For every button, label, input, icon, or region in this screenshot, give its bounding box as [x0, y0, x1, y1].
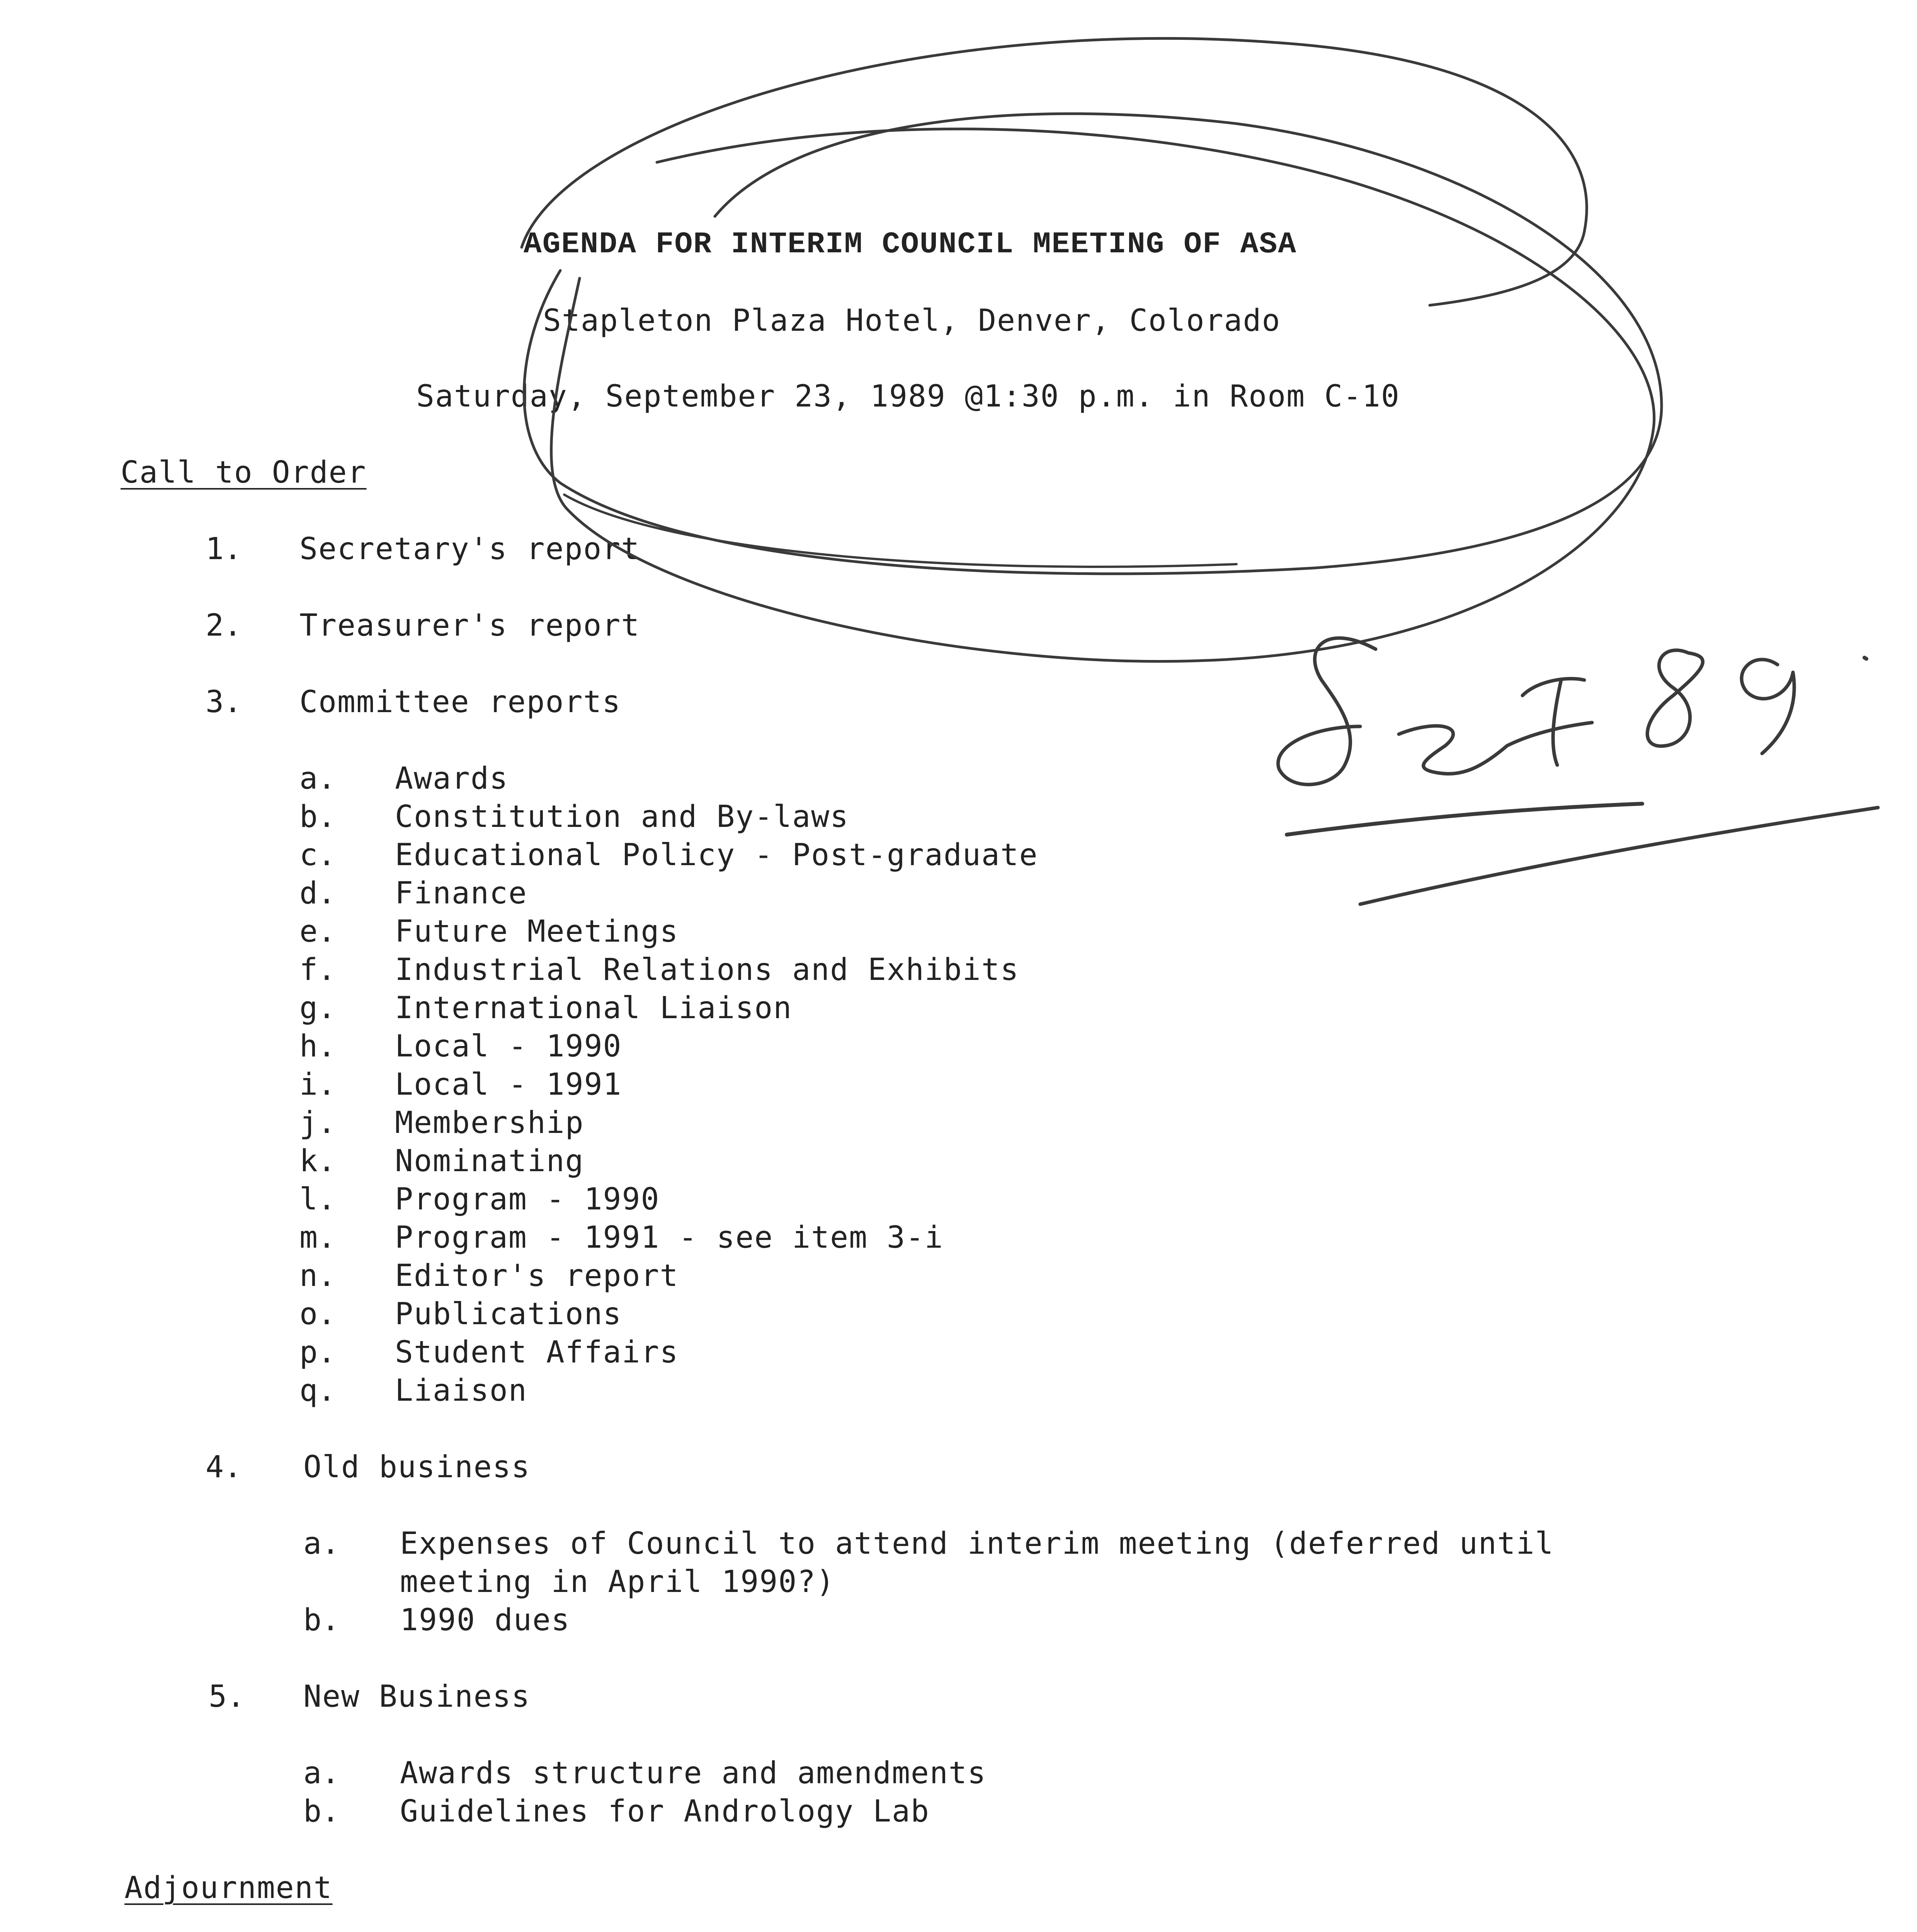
list-item-letter: m. [299, 1220, 336, 1255]
committee-editor-report: Editor's report [395, 1259, 679, 1293]
old-business-expenses-cont: meeting in April 1990?) [400, 1565, 835, 1599]
committee-nominating: Nominating [395, 1144, 584, 1179]
committee-program-1991: Program - 1991 - see item 3-i [395, 1220, 944, 1255]
list-item-letter: b. [299, 799, 336, 834]
committee-constitution: Constitution and By-laws [395, 799, 849, 834]
agenda-title: AGENDA FOR INTERIM COUNCIL MEETING OF ASA [524, 228, 1297, 262]
list-item-letter: d. [299, 876, 336, 911]
sept-e-stroke [1399, 726, 1507, 774]
committee-awards: Awards [395, 761, 509, 796]
committee-future-meetings: Future Meetings [395, 914, 679, 949]
list-item-letter: g. [299, 991, 336, 1026]
item-secretary-report: Secretary's report [299, 532, 640, 566]
committee-program-1990: Program - 1990 [395, 1182, 660, 1217]
old-business-expenses: Expenses of Council to attend interim meeting (deferred until [400, 1526, 1554, 1561]
item-old-business: Old business [303, 1450, 531, 1485]
pencil-loop-inner [524, 114, 1662, 574]
pencil-loop-outer [522, 38, 1587, 305]
item-number: 3. [206, 685, 242, 719]
committee-educational-policy: Educational Policy - Post-graduate [395, 838, 1038, 872]
list-item-letter: k. [299, 1144, 336, 1179]
list-item-letter: j. [299, 1105, 336, 1140]
call-to-order-heading: Call to Order [121, 455, 367, 490]
pencil-underline-1 [1287, 804, 1642, 835]
committee-local-1991: Local - 1991 [395, 1067, 622, 1102]
committee-industrial-relations: Industrial Relations and Exhibits [395, 952, 1019, 987]
meeting-datetime: Saturday, September 23, 1989 @1:30 p.m. in Room C-10 [416, 379, 1400, 414]
committee-student-affairs: Student Affairs [395, 1335, 679, 1370]
list-item-letter: o. [299, 1297, 336, 1332]
committee-liaison: Liaison [395, 1373, 527, 1408]
list-item-letter: h. [299, 1029, 336, 1064]
digit-9-second [1742, 660, 1794, 753]
list-item-letter: q. [299, 1373, 336, 1408]
list-item-letter: i. [299, 1067, 336, 1102]
digit-8-first [1647, 650, 1703, 746]
list-item-letter: n. [299, 1259, 336, 1293]
list-item-letter: c. [299, 838, 336, 872]
committee-finance: Finance [395, 876, 527, 911]
item-treasurer-report: Treasurer's report [299, 608, 640, 643]
item-number: 2. [206, 608, 242, 643]
list-item-letter: e. [299, 914, 336, 949]
pencil-loop-tail [564, 495, 1237, 567]
committee-membership: Membership [395, 1105, 584, 1140]
committee-international-liaison: International Liaison [395, 991, 793, 1026]
new-business-awards-structure: Awards structure and amendments [400, 1756, 987, 1791]
list-item-letter: p. [299, 1335, 336, 1370]
list-item-letter: b. [303, 1794, 340, 1829]
item-number: 1. [206, 532, 242, 566]
item-new-business: New Business [303, 1679, 531, 1714]
list-item-letter: f. [299, 952, 336, 987]
adjournment-heading: Adjournment [124, 1871, 333, 1905]
list-item-letter: l. [299, 1182, 336, 1217]
list-item-letter: a. [303, 1756, 340, 1791]
pencil-dot [1864, 658, 1866, 659]
old-business-dues: 1990 dues [400, 1603, 570, 1638]
item-committee-reports: Committee reports [299, 685, 621, 719]
list-item-letter: b. [303, 1603, 340, 1638]
meeting-location: Stapleton Plaza Hotel, Denver, Colorado [543, 303, 1281, 338]
item-number: 4. [206, 1450, 242, 1485]
list-item-letter: a. [303, 1526, 340, 1561]
item-number: 5. [209, 1679, 245, 1714]
sept-pt-stroke [1507, 679, 1592, 765]
committee-local-1990: Local - 1990 [395, 1029, 622, 1064]
new-business-andrology-guidelines: Guidelines for Andrology Lab [400, 1794, 930, 1829]
sept-s-stroke [1278, 638, 1376, 784]
committee-publications: Publications [395, 1297, 622, 1332]
pencil-underline-2 [1360, 808, 1878, 904]
list-item-letter: a. [299, 761, 336, 796]
